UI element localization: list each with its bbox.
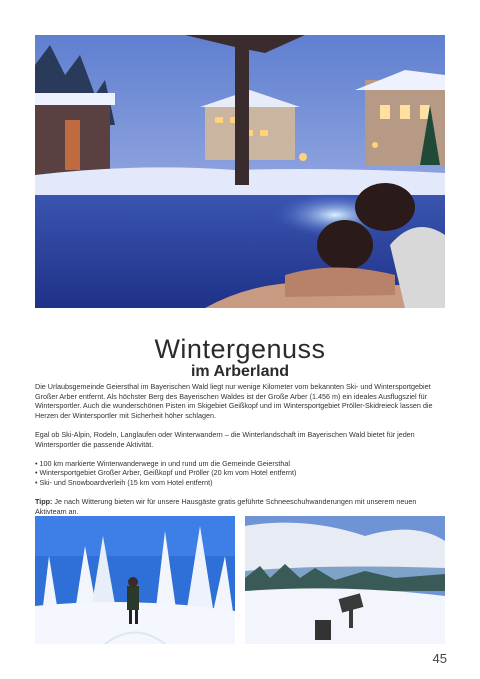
list-item: • 100 km markierte Winterwanderwege in und rund um die Gemeinde Geiersthal [35,459,447,469]
activities-paragraph: Egal ob Ski-Alpin, Rodeln, Langlaufen oder Winterwandern – die Winterlandschaft im Bayerischen Wald bietet für jeden Wintersportler die passende Aktivität. [35,429,415,449]
snowy-forest-illustration [35,516,235,644]
tip-label: Tipp: [35,497,53,507]
tip-text: Je nach Witterung bieten wir für unsere Hausgäste gratis geführte Schneeschuhwanderungen mit unserem neuen Aktivteam an. [35,497,417,516]
list-item: • Ski- und Snowboardverleih (15 km vom Hotel entfernt) [35,478,447,488]
page-number: 45 [432,651,447,666]
hero-photo-illustration [35,35,445,308]
photo-snowshoe-hiker [35,516,235,644]
list-item: • Wintersportgebiet Großer Arber, Geißkopf und Pröller (20 km vom Hotel entfernt) [35,468,447,478]
winter-panorama-illustration [245,516,445,644]
feature-list [35,459,447,488]
photo-winter-viewpoint [245,516,445,644]
tip-paragraph [35,497,447,516]
article-body [35,382,447,526]
intro-paragraph: Die Urlaubsgemeinde Geiersthal im Bayerischen Wald liegt nur wenige Kilometer vom bekannten Ski- und Wintersportgebiet Großer Arber entfernt. Als höchster Berg des Bayerischen Waldes ist der Große Arber (1.456 m) ein ideales Ausflugsziel für Wintersportler. Auch die wunderschönen Pisten im Skigebiet Geißkopf und im Wintersportgebiet Pröller-Skidreieck lassen die Herzen der Wintersportler mit Sicherheit höher schlagen. [35,382,433,420]
page-subtitle: im Arberland [190,363,290,381]
hero-photo-outdoor-pool [35,35,445,308]
page-title: Wintergenuss [154,334,326,365]
